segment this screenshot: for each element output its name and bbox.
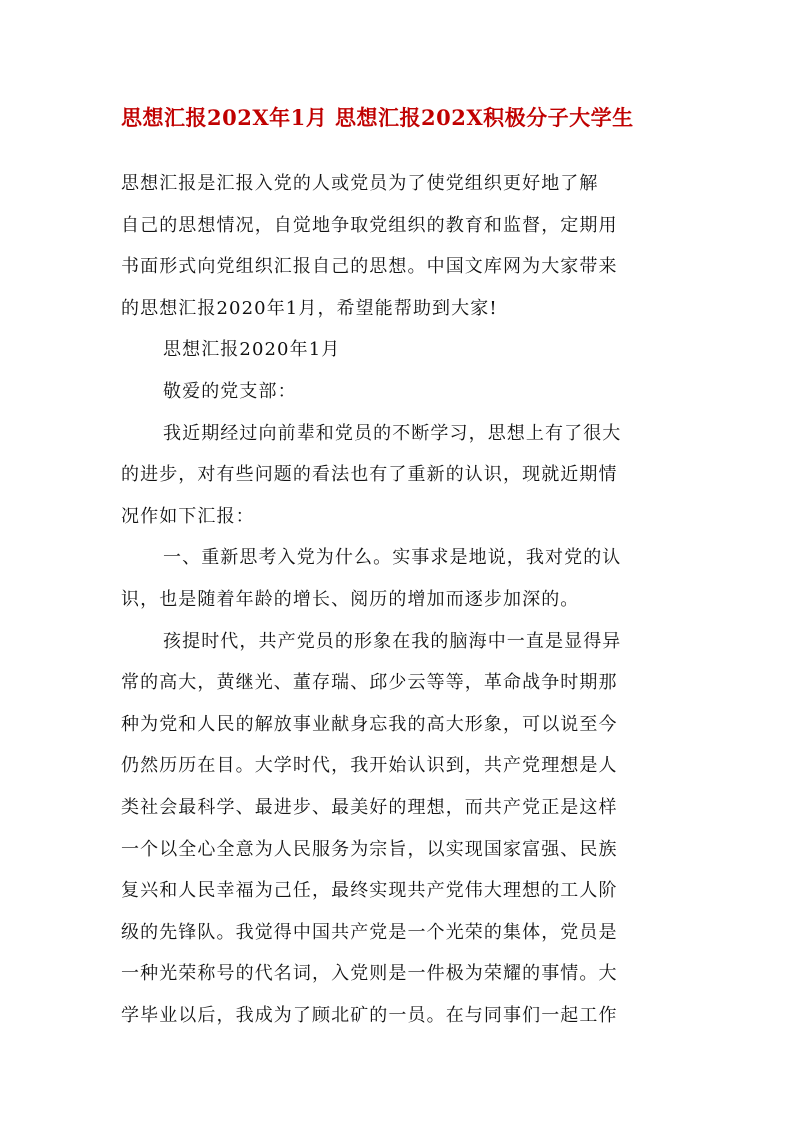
body-line: 思想汇报2020年1月	[163, 339, 341, 361]
body-line: 常的高大，黄继光、董存瑞、邱少云等等，革命战争时期那	[121, 672, 618, 694]
body-line: 的进步，对有些问题的看法也有了重新的认识，现就近期情	[121, 464, 618, 486]
body-line: 敬爱的党支部：	[163, 380, 297, 402]
body-line: 识，也是随着年龄的增长、阅历的增加而逐步加深的。	[121, 588, 580, 610]
body-line: 书面形式向党组织汇报自己的思想。中国文库网为大家带来	[121, 256, 618, 278]
body-line: 自己的思想情况，自觉地争取党组织的教育和监督，定期用	[121, 214, 618, 236]
document-body	[121, 163, 673, 1036]
body-line: 仍然历历在目。大学时代，我开始认识到，共产党理想是人	[121, 755, 618, 777]
body-line: 复兴和人民幸福为己任，最终实现共产党伟大理想的工人阶	[121, 880, 618, 902]
document-title: 思想汇报202X年1月 思想汇报202X积极分子大学生	[121, 105, 634, 130]
body-line: 一个以全心全意为人民服务为宗旨，以实现国家富强、民族	[121, 838, 618, 860]
body-line: 一种光荣称号的代名词，入党则是一件极为荣耀的事情。大	[121, 963, 618, 985]
body-line: 一、重新思考入党为什么。实事求是地说，我对党的认	[163, 547, 622, 569]
body-line: 我近期经过向前辈和党员的不断学习，思想上有了很大	[163, 422, 622, 444]
body-line: 思想汇报是汇报入党的人或党员为了使党组织更好地了解	[121, 173, 599, 194]
body-line: 孩提时代，共产党员的形象在我的脑海中一直是显得异	[163, 630, 622, 652]
body-line: 况作如下汇报：	[121, 505, 255, 527]
body-line: 类社会最科学、最进步、最美好的理想，而共产党正是这样	[121, 796, 618, 818]
body-line: 学毕业以后，我成为了顾北矿的一员。在与同事们一起工作	[121, 1004, 618, 1026]
body-line: 级的先锋队。我觉得中国共产党是一个光荣的集体，党员是	[121, 921, 618, 943]
body-line: 的思想汇报2020年1月，希望能帮助到大家!	[121, 297, 498, 319]
body-line: 种为党和人民的解放事业献身忘我的高大形象，可以说至今	[121, 713, 618, 735]
